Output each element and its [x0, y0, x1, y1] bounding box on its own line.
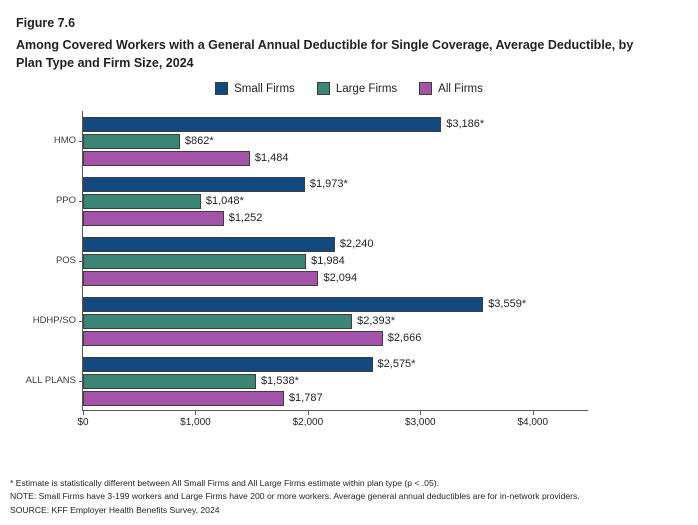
bar[interactable] — [83, 237, 335, 252]
x-axis-tick — [533, 410, 534, 415]
legend-swatch-icon — [419, 82, 432, 95]
legend-item-large-firms[interactable] — [317, 82, 397, 95]
bar-value-label: $1,787 — [288, 391, 323, 404]
note-definition: NOTE: Small Firms have 3-199 workers and Large Firms have 200 or more workers. Average general annual deductibles are for in-network providers. — [10, 491, 580, 502]
bar-group — [32, 297, 588, 346]
figure-number: Figure 7.6 — [16, 16, 76, 30]
bar[interactable] — [83, 374, 256, 389]
bar-value-label: $1,252 — [228, 211, 263, 224]
bar-group — [53, 117, 588, 166]
bar-value-label: $2,393* — [357, 314, 396, 327]
bar-value-label: $862* — [184, 134, 214, 147]
bar-value-label: $1,048* — [205, 194, 244, 207]
bar[interactable] — [83, 194, 201, 209]
bar[interactable] — [83, 211, 224, 226]
bar-group — [55, 177, 588, 226]
y-axis-category-label: HMO — [53, 135, 76, 146]
bar-value-label: $1,484 — [254, 151, 289, 164]
legend-item-all-firms[interactable] — [419, 82, 483, 95]
x-axis-tick — [195, 410, 196, 415]
bar[interactable] — [83, 254, 306, 269]
bar[interactable] — [83, 314, 352, 329]
x-axis-tick-label: $1,000 — [180, 417, 211, 428]
x-axis-tick — [420, 410, 421, 415]
y-axis-category-label: POS — [55, 255, 76, 266]
bar-value-label: $2,575* — [377, 357, 416, 370]
bar-value-label: $1,984 — [311, 254, 345, 267]
legend-item-small-firms[interactable] — [215, 82, 295, 95]
bar-value-label: $3,559* — [488, 297, 527, 310]
y-axis-category-label: ALL PLANS — [25, 375, 76, 386]
bar[interactable] — [83, 134, 180, 149]
bar-value-label: $2,094 — [323, 271, 358, 284]
bar[interactable] — [83, 271, 318, 286]
bar-value-label: $2,240 — [339, 237, 374, 250]
bar[interactable] — [83, 117, 441, 132]
x-axis-tick — [308, 410, 309, 415]
bar-value-label: $3,186* — [446, 117, 485, 130]
x-axis-tick-label: $0 — [77, 417, 89, 428]
bar[interactable] — [83, 357, 373, 372]
y-axis-category-label: PPO — [55, 195, 76, 206]
bar-group — [25, 357, 588, 406]
bar-value-label: $1,973* — [309, 177, 348, 190]
x-axis-tick-label: $4,000 — [517, 417, 549, 428]
legend-label: All Firms — [438, 82, 483, 95]
note-source: SOURCE: KFF Employer Health Benefits Survey, 2024 — [10, 504, 220, 515]
page-title: Among Covered Workers with a General Annual Deductible for Single Coverage, Average Deductible, by Plan Type and Firm Size, 2024 — [16, 37, 634, 70]
bar[interactable] — [83, 331, 383, 346]
x-axis-tick — [83, 410, 84, 415]
bar-value-label: $1,538* — [260, 374, 299, 387]
bar-group — [55, 237, 588, 286]
legend-label: Large Firms — [335, 82, 398, 95]
legend-swatch-icon — [317, 82, 330, 95]
bar[interactable] — [83, 391, 284, 406]
x-axis-tick-label: $3,000 — [405, 417, 436, 428]
figure-header — [0, 0, 698, 72]
bar[interactable] — [83, 151, 250, 166]
legend-swatch-icon — [215, 82, 228, 95]
chart-area — [0, 103, 698, 433]
plot-region — [25, 111, 588, 428]
x-axis-tick-label: $2,000 — [292, 417, 324, 428]
bar[interactable] — [83, 297, 483, 312]
y-axis-category-label: HDHP/SO — [32, 315, 76, 326]
bar[interactable] — [83, 177, 305, 192]
chart-notes — [10, 477, 688, 517]
bar-value-label: $2,666 — [387, 331, 422, 344]
legend-label: Small Firms — [234, 82, 295, 95]
note-statistical-significance: * Estimate is statistically different between All Small Firms and All Large Firms estimate within plan type (p < .05). — [10, 478, 439, 489]
chart-legend — [0, 82, 698, 95]
